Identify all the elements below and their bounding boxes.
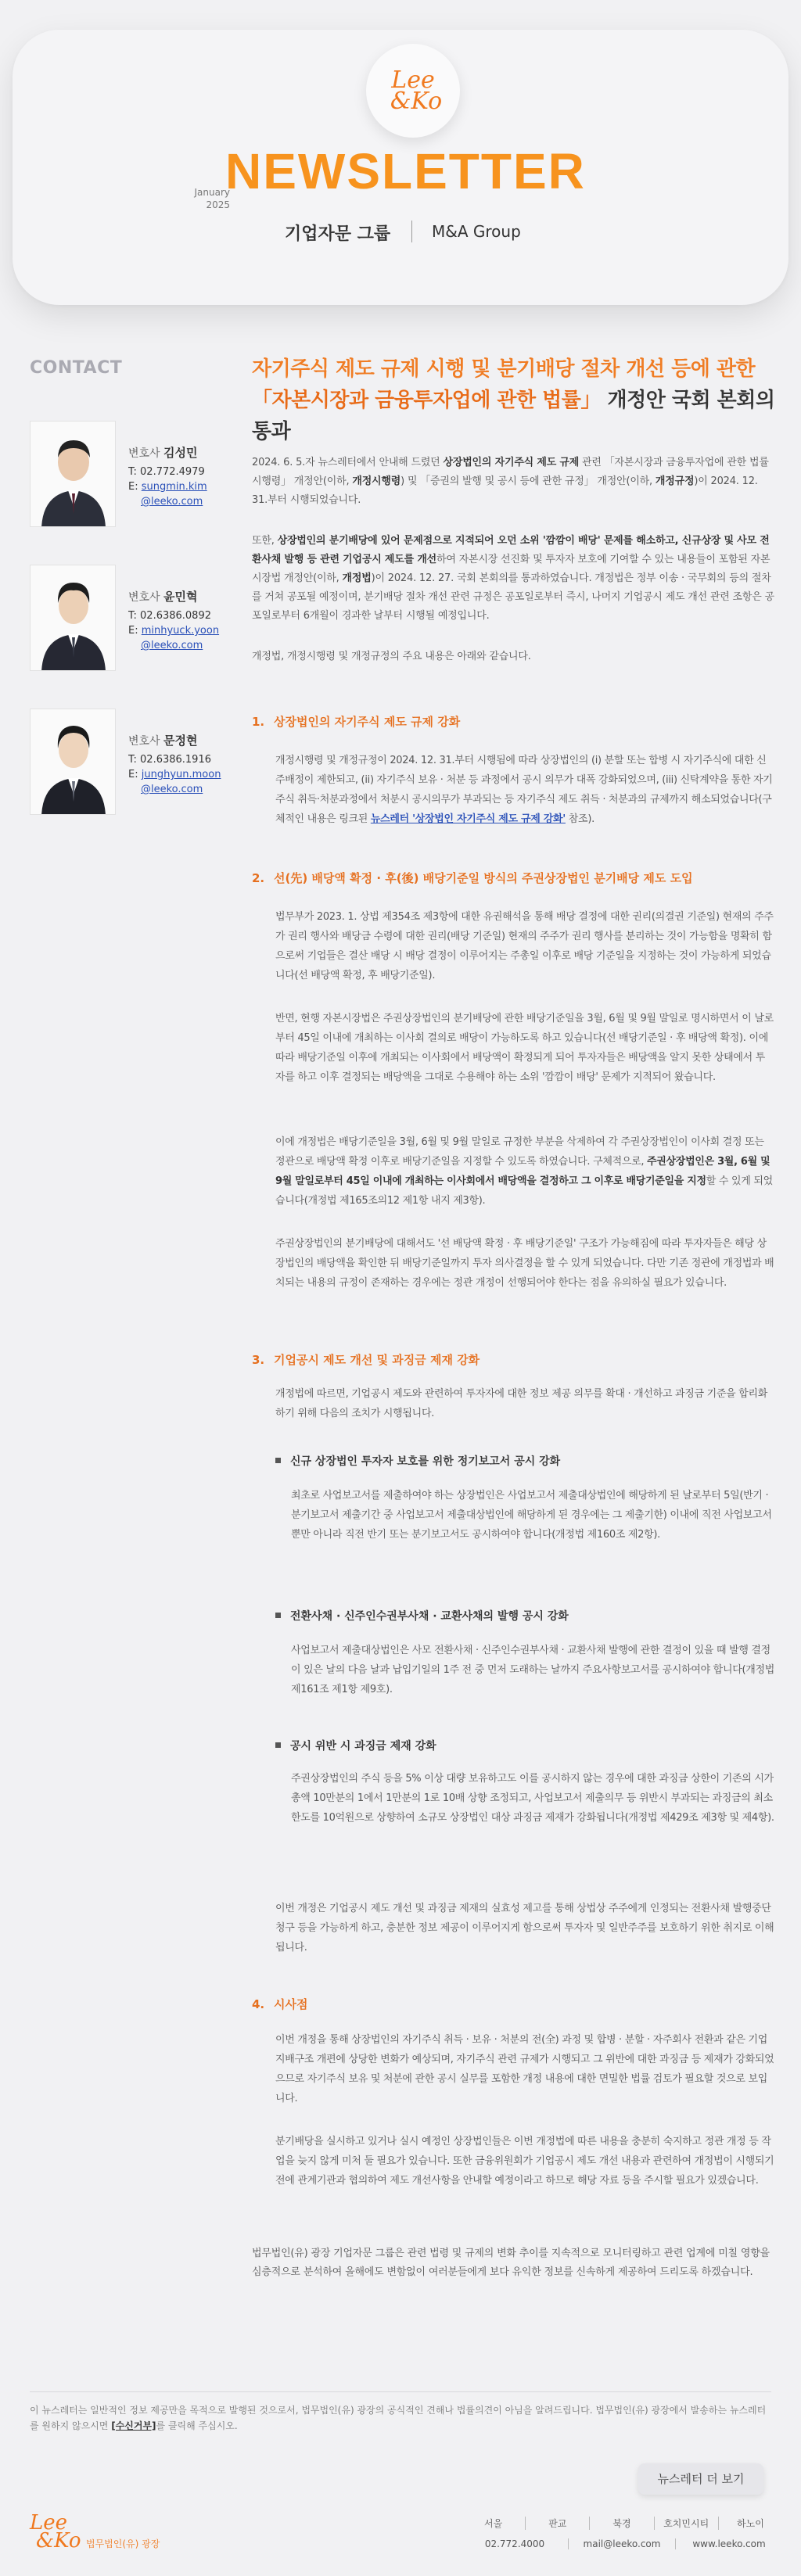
contact-email-link[interactable]: sungmin.kim bbox=[141, 481, 207, 493]
text: 이 뉴스레터는 일반적인 정보 제공만을 목적으로 발행된 것으로서, 법무법인(유) 광장의 공식적인 견해나 법률의견이 아님을 알려드립니다. 법무법인(유) 광장에서 발송하는 뉴스레터를 원하지 않으시면 bbox=[30, 2405, 767, 2431]
text: 할 수 있게 되었습니다(개정법 제165조의12 제1항 내지 제3항). bbox=[275, 1175, 773, 1207]
section-number: 3. bbox=[252, 1353, 265, 1367]
contact-card bbox=[30, 421, 225, 530]
office-beijing: 북경 bbox=[589, 2517, 653, 2530]
subgroup-name: M&A Group bbox=[432, 222, 521, 241]
footer-divider bbox=[30, 2391, 771, 2392]
article-title-line1: 자기주식 제도 규제 시행 및 분기배당 절차 개선 등에 관한 bbox=[252, 357, 756, 381]
text: 주권상장법인은 3월, 6월 및 9월 말일로부터 45일 이내에 개최하는 이사회에서 배당액을 결정하고 그 이후로 배당기준일을 지정 bbox=[275, 1156, 770, 1187]
contact-heading: CONTACT bbox=[30, 358, 123, 378]
text: 개정규정 bbox=[655, 475, 695, 487]
contact-phone: T: 02.6386.1916 bbox=[128, 754, 211, 766]
contact-name: 김성민 bbox=[163, 446, 198, 460]
contact-role: 변호사 bbox=[128, 735, 160, 748]
office-seoul: 서울 bbox=[484, 2518, 503, 2529]
section-title: 시사점 bbox=[274, 1997, 308, 2011]
section-3-bullet-3-body: 주권상장법인의 주식 등을 5% 이상 대량 보유하고도 이를 공시하지 않는 경우에 대한 과징금 상한이 기존의 시가총액 10만분의 1에서 1만분의 1로 10배 상향 조정되고, 사업보고서 제출의무 등 위반시 부과되는 과징금의 최소 한도를 10억원으로 상향하여 소규모 상장법인 대상 과징금 제재가 강화됩니다(개정법 제429조 제3항 및 제4항). bbox=[291, 1773, 774, 1824]
contact-email-domain[interactable]: @leeko.com bbox=[141, 640, 203, 651]
text: 개정시행령 및 개정규정이 2024. 12. 31.부터 시행됨에 따라 상장법인의 (i) 분할 또는 합병 시 자기주식에 대한 신주배정이 제한되고, (ii) 자기주식 보유 · 처분 등 과정에서 공시 의무가 대폭 강화되었으며, (iii) 신탁계약을 통한 자기주식 취득·처분과정에서 처분시 공시의무가 부과되는 등 자기주식 제도 취득 · 처분과의 규제까지 해소되었습니다(구체적인 내용은 링크된 bbox=[275, 755, 773, 825]
contact-phone: T: 02.772.4979 bbox=[128, 466, 205, 478]
article-title-law: 「자본시장과 금융투자업에 관한 법률」 bbox=[252, 389, 601, 412]
text: )이 2024. 12. 31.부터 시행되었습니다. bbox=[252, 475, 758, 506]
firm-email-link[interactable]: mail@leeko.com bbox=[568, 2538, 675, 2549]
intro-paragraph-2 bbox=[252, 532, 774, 626]
office-list bbox=[462, 2517, 782, 2530]
contact-email-link[interactable]: minhyuck.yoon bbox=[141, 625, 220, 637]
email-prefix: E: bbox=[128, 625, 138, 637]
logo-line1: Lee bbox=[391, 66, 435, 94]
text: 참조). bbox=[565, 813, 594, 825]
lawyer-photo bbox=[30, 421, 116, 527]
issue-month: January bbox=[194, 187, 230, 198]
text: 이에 개정법은 배당기준일을 3월, 6월 및 9월 말일로 규정한 부분을 삭제하여 각 주권상장법인이 이사회 결정 또는 정관으로 배당액 확정 이후로 배당기준일을 지정할 수 있도록 하였습니다. 구체적으로, bbox=[275, 1136, 764, 1168]
section-title: 기업공시 제도 개선 및 과징금 제재 강화 bbox=[274, 1353, 480, 1367]
firm-phone: 02.772.4000 bbox=[484, 2538, 545, 2549]
text: 개정시행령 bbox=[352, 475, 401, 487]
text: 관련 「자본시장과 금융투자업에 관한 법률 시행령」 개정안(이하, bbox=[252, 457, 769, 487]
section-4-paragraph-2: 분기배당을 실시하고 있거나 실시 예정인 상장법인들은 이번 개정법에 따른 내용을 충분히 숙지하고 정관 개정 등 작업을 늦지 않게 미처 둘 필요가 있습니다. 또한 금융위원회가 기업공시 제도 개선 내용과 관련하여 개정법이 시행되기 전에 관계기관과 협의하여 제도 개선사항을 안내할 예정이라고 하므로 해당 자료 등을 주시할 필요가 있겠습니다. bbox=[275, 2136, 774, 2187]
contact-name: 문정현 bbox=[163, 734, 198, 748]
header-divider bbox=[411, 221, 412, 242]
newsletter-title: NEWSLETTER bbox=[225, 143, 586, 199]
contact-email-domain[interactable]: @leeko.com bbox=[141, 496, 203, 508]
text: ) 및 「증권의 발행 및 공시 등에 관한 규정」 개정안(이하, bbox=[400, 475, 656, 487]
section-3-bullet-1-body: 최초로 사업보고서를 제출하여야 하는 상장법인은 사업보고서 제출대상법인에 해당하게 된 날로부터 5일(반기 · 분기보고서 제출기간 중 사업보고서 제출대상법인에 해당하게 된 경우에는 그 제출기한) 이내에 직전 사업보고서 뿐만 아니라 직전 반기 또는 분기보고서도 공시하여야 합니다(개정법 제160조 제2항). bbox=[291, 1490, 772, 1541]
footer-disclaimer bbox=[30, 2402, 771, 2434]
square-bullet-icon bbox=[275, 1613, 281, 1618]
firm-name: 법무법인(유) 광장 bbox=[86, 2538, 160, 2549]
section-3-heading bbox=[252, 1351, 480, 1368]
lawyer-photo bbox=[30, 565, 116, 671]
section-number: 4. bbox=[252, 1997, 265, 2011]
intro-paragraph-1 bbox=[252, 454, 774, 510]
more-newsletters-button[interactable]: 뉴스레터 더 보기 bbox=[638, 2463, 763, 2495]
text: )이 2024. 12. 27. 국회 본회의를 통과하였습니다. 개정법은 정부 이송 · 국무회의 등의 절차를 거쳐 공포될 예정이며, 분기배당 절차 개선 관련 규정은 공포일로부터 즉시, 나머지 기업공시 제도 개선 관련 조항은 공포일로부터 6개월이 경과한 날부터 시행될 예정입니다. bbox=[252, 572, 774, 622]
group-name: 기업자문 그룹 bbox=[285, 224, 391, 244]
square-bullet-icon bbox=[275, 1458, 281, 1463]
section-number: 2. bbox=[252, 871, 265, 885]
article-title bbox=[252, 353, 784, 447]
section-3-intro: 개정법에 따르면, 기업공시 제도와 관련하여 투자자에 대한 정보 제공 의무를 확대 · 개선하고 과징금 기준을 합리화하기 위해 다음의 조치가 시행됩니다. bbox=[275, 1388, 768, 1419]
section-3-bullet-2-body: 사업보고서 제출대상법인은 사모 전환사채 · 신주인수권부사채 · 교환사채 발행에 관한 결정이 있을 때 발행 결정이 있은 날의 다음 날과 납입기일의 1주 전 중 먼저 도래하는 날까지 주요사항보고서를 공시하여야 합니다(개정법 제161조 제1항 제9호). bbox=[291, 1645, 775, 1695]
section-title: 상장법인의 자기주식 제도 규제 강화 bbox=[274, 715, 461, 729]
text: 하여 자본시장 선진화 및 투자자 보호에 기여할 수 있는 내용들이 포함된 자본시장법 개정안(이하, bbox=[252, 554, 770, 584]
issue-year: 2025 bbox=[206, 199, 230, 210]
issue-date bbox=[178, 186, 230, 211]
section-3-bullet-1 bbox=[275, 1453, 560, 1469]
logo-line1: Lee bbox=[30, 2511, 68, 2535]
lee-ko-logo[interactable] bbox=[366, 44, 460, 138]
unsubscribe-link[interactable]: [수신거부] bbox=[111, 2420, 156, 2431]
article-title-tail: 개정안 국회 본회의 통과 bbox=[252, 389, 775, 443]
contact-email-domain[interactable]: @leeko.com bbox=[141, 784, 203, 795]
contact-card bbox=[30, 709, 225, 818]
bullet-title: 신규 상장법인 투자자 보호를 위한 정기보고서 공시 강화 bbox=[290, 1455, 561, 1468]
square-bullet-icon bbox=[275, 1742, 281, 1748]
text: 를 클릭해 주십시오. bbox=[156, 2420, 238, 2431]
contact-role: 변호사 bbox=[128, 447, 160, 460]
closing-paragraph: 법무법인(유) 광장 기업자문 그룹은 관련 법령 및 규제의 변화 추이를 지속적으로 모니터링하고 관련 업계에 미칠 영향을 심층적으로 분석하여 올해에도 변함없이 여러분들에게 보다 유익한 정보를 신속하게 제공하여 드리도록 하겠습니다. bbox=[252, 2248, 770, 2278]
contact-name: 윤민혁 bbox=[163, 590, 198, 604]
section-3-bullet-2 bbox=[275, 1608, 569, 1623]
footer-logo[interactable] bbox=[30, 2511, 81, 2553]
text: 상장법인의 자기주식 제도 규제 bbox=[443, 457, 580, 468]
section-2-paragraph-1: 법무부가 2023. 1. 상법 제354조 제3항에 대한 유권해석을 통해 배당 결정에 대한 권리(의결권 기준일) 현재의 주주가 권리 행사와 배당금 수령에 대한 권리(배당 기준일) 현재의 주주가 권리 행사를 분리하는 것이 가능함을 명확히 함으로써 기업들은 결산 배당 시 배당 결정이 이루어지는 주총일 이후로 배당 기준일을 지정하는 것이 가능하게 되었습니다(선 배당액 확정, 후 배당기준일). bbox=[275, 911, 774, 981]
office-hanoi: 하노이 bbox=[718, 2517, 782, 2530]
firm-website-link[interactable]: www.leeko.com bbox=[675, 2538, 782, 2549]
intro-paragraph-3: 개정법, 개정시행령 및 개정규정의 주요 내용은 아래와 같습니다. bbox=[252, 651, 531, 662]
newsletter-link[interactable]: 뉴스레터 '상장법인 자기주식 제도 규제 강화' bbox=[370, 813, 566, 825]
contact-email-link[interactable]: junghyun.moon bbox=[141, 769, 221, 780]
section-1-body bbox=[275, 751, 774, 829]
logo-line2: &Ko bbox=[390, 88, 443, 115]
text: 상장법인의 분기배당에 있어 문제점으로 지적되어 오던 소위 '깜깜이 배당' 문제를 해소하고, 신규상장 및 사모 전환사채 발행 등 관련 기업공시 제도를 개선 bbox=[252, 535, 770, 565]
text: 또한, bbox=[252, 535, 278, 547]
section-2-paragraph-3 bbox=[275, 1132, 774, 1211]
text: 2024. 6. 5.자 뉴스레터에서 안내해 드렸던 bbox=[252, 457, 444, 468]
office-pangyo: 판교 bbox=[525, 2517, 589, 2530]
text: 개정법 bbox=[342, 572, 372, 584]
bullet-title: 공시 위반 시 과징금 제재 강화 bbox=[290, 1740, 436, 1753]
office-hochiminh: 호치민시티 bbox=[654, 2517, 718, 2530]
firm-contact-row bbox=[462, 2538, 782, 2549]
contact-phone: T: 02.6386.0892 bbox=[128, 610, 211, 622]
email-prefix: E: bbox=[128, 769, 138, 780]
lawyer-photo bbox=[30, 709, 116, 815]
section-4-heading bbox=[252, 1996, 307, 2012]
section-title: 선(先) 배당액 확정 · 후(後) 배당기준일 방식의 주권상장법인 분기배당 제도 도입 bbox=[274, 871, 693, 885]
section-number: 1. bbox=[252, 715, 265, 729]
section-3-bullet-3 bbox=[275, 1738, 436, 1753]
contact-card bbox=[30, 565, 225, 674]
section-4-paragraph-1: 이번 개정을 통해 상장법인의 자기주식 취득 · 보유 · 처분의 전(全) 과정 및 합병 · 분할 · 자주회사 전환과 같은 기업지배구조 개편에 상당한 변화가 예상되며, 자기주식 관련 규제가 시행되고 그 위반에 대한 과징금 등 제재가 강화되었으므로 자기주식 보유 및 처분에 관한 공시 실무를 포함한 개정 내용에 대한 면밀한 법률 검토가 필요할 것으로 보입니다. bbox=[275, 2034, 774, 2104]
section-2-paragraph-2: 반면, 현행 자본시장법은 주권상장법인의 분기배당에 관한 배당기준일을 3월, 6월 및 9월 말일로 명시하면서 이 날로부터 45일 이내에 개최하는 이사회 결의로 배당이 가능하도록 하고 있습니다(선 배당기준일 · 후 배당액 확정). 이에 따라 배당기준일 이후에 개최되는 이사회에서 배당액이 확정되게 되어 투자자들은 배당액을 알지 못한 상태에서 투자를 하고 이후 결정되는 배당액을 그대로 수용해야 하는 소위 '깜깜이 배당' 문제가 지적되어 왔습니다. bbox=[275, 1013, 774, 1083]
section-2-paragraph-4: 주권상장법인의 분기배당에 대해서도 '선 배당액 확정 · 후 배당기준일' 구조가 가능해짐에 따라 투자자들은 해당 상장법인의 배당액을 확인한 뒤 배당기준일까지 투자 의사결정을 할 수 있게 되었습니다. 다만 기존 정관에 개정법과 배치되는 내용의 규정이 존재하는 경우에는 정관 개정이 선행되어야 한다는 점을 유의하실 필요가 있습니다. bbox=[275, 1238, 774, 1289]
bullet-title: 전환사채 · 신주인수권부사채 · 교환사채의 발행 공시 강화 bbox=[290, 1610, 569, 1623]
section-2-heading bbox=[252, 870, 693, 886]
section-3-outro: 이번 개정은 기업공시 제도 개선 및 과징금 제재의 실효성 제고를 통해 상법상 주주에게 인정되는 전환사채 발행중단 청구 등을 가능하게 하고, 충분한 정보 제공이 이루어지게 함으로써 투자자 및 일반주주를 보호하기 위한 취지로 이해됩니다. bbox=[275, 1903, 774, 1954]
section-1-heading bbox=[252, 713, 460, 730]
logo-line2: &Ko bbox=[36, 2529, 81, 2553]
contact-role: 변호사 bbox=[128, 591, 160, 604]
email-prefix: E: bbox=[128, 481, 138, 493]
